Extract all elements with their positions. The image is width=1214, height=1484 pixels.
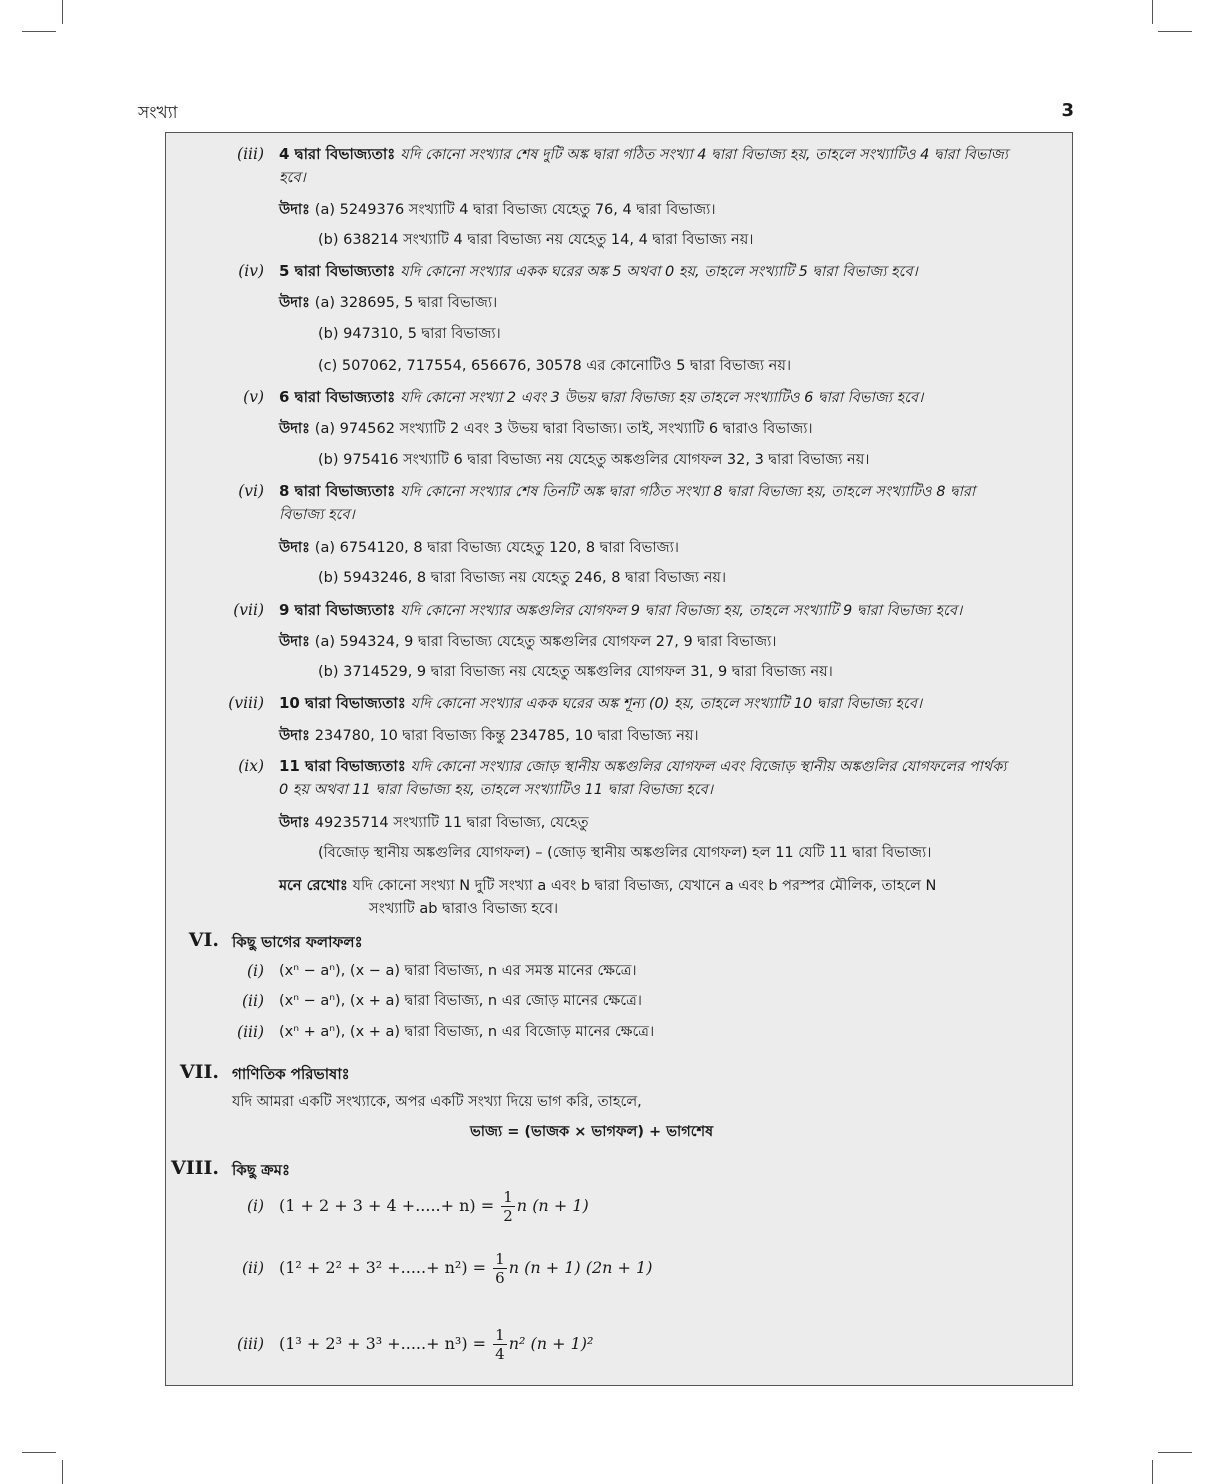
rule-statement-cont: হবে। — [279, 170, 306, 186]
denominator: 4 — [495, 1345, 505, 1363]
rule-line — [279, 755, 1006, 778]
formula-lhs: (1³ + 2³ + 3³ +.....+ n³) = — [279, 1334, 487, 1353]
crop-mark — [22, 1452, 56, 1453]
fraction — [493, 1250, 507, 1287]
rule-heading: 6 দ্বারা বিভাজ্যতাঃ — [279, 388, 396, 406]
note-line — [279, 874, 936, 897]
example-text: (a) 594324, 9 দ্বারা বিভাজ্য যেহেতু অঙ্কগুলির যোগফল 27, 9 দ্বারা বিভাজ্য। — [314, 634, 777, 650]
example-text: 234780, 10 দ্বারা বিভাজ্য কিন্তু 234785, 10 দ্বারা বিভাজ্য নয়। — [314, 728, 699, 744]
fraction — [501, 1188, 515, 1225]
example-text: (b) 5943246, 8 দ্বারা বিভাজ্য নয় যেহেতু 246, 8 দ্বারা বিভাজ্য নয়। — [318, 570, 727, 586]
division-result: (xⁿ + aⁿ), (x + a) দ্বারা বিভাজ্য, n এর বিজোড় মানের ক্ষেত্রে। — [279, 1024, 655, 1040]
example-text: (b) 3714529, 9 দ্বারা বিভাজ্য নয় যেহেতু অঙ্কগুলির যোগফল 31, 9 দ্বারা বিভাজ্য নয়। — [318, 664, 833, 680]
section-number: VI. — [188, 929, 219, 951]
example-line — [279, 291, 497, 314]
item-number: (vi) — [238, 482, 264, 500]
running-header: সংখ্যা — [138, 103, 178, 123]
example-line — [279, 811, 588, 834]
section-number: VIII. — [170, 1157, 219, 1179]
fraction — [493, 1326, 507, 1363]
crop-mark — [1158, 31, 1192, 32]
formula-rhs: n (n + 1) (2n + 1) — [508, 1258, 653, 1277]
section-title: গাণিতিক পরিভাষাঃ — [232, 1065, 350, 1083]
example-line — [279, 724, 699, 747]
rule-statement: যদি কোনো সংখ্যার শেষ দুটি অঙ্ক দ্বারা গঠিত সংখ্যা 4 দ্বারা বিভাজ্য হয়, তাহলে সংখ্যাটিও 4 দ্বারা বিভাজ্য — [400, 147, 1008, 163]
rule-line — [279, 260, 918, 283]
section-title: কিছু ভাগের ফলাফলঃ — [232, 933, 363, 951]
item-number: (i) — [246, 962, 264, 980]
rule-statement: যদি কোনো সংখ্যার অঙ্কগুলির যোগফল 9 দ্বারা বিভাজ্য হয়, তাহলে সংখ্যাটি 9 দ্বারা বিভাজ্য হবে। — [400, 603, 963, 619]
item-number: (ii) — [241, 992, 264, 1010]
rule-statement-cont: 0 হয় অথবা 11 দ্বারা বিভাজ্য হয়, তাহলে সংখ্যাটিও 11 দ্বারা বিভাজ্য হবে। — [279, 782, 713, 798]
note-label: মনে রেখোঃ — [279, 878, 348, 894]
numerator: 1 — [503, 1188, 513, 1206]
example-text: 49235714 সংখ্যাটি 11 দ্বারা বিভাজ্য, যেহেতু — [314, 815, 589, 831]
formula-lhs: (1² + 2² + 3² +.....+ n²) = — [279, 1258, 487, 1277]
rule-statement-cont: বিভাজ্য হবে। — [279, 507, 355, 523]
crop-mark — [1152, 1460, 1153, 1484]
rule-statement: যদি কোনো সংখ্যার একক ঘরের অঙ্ক শূন্য (0) হয়, তাহলে সংখ্যাটি 10 দ্বারা বিভাজ্য হবে। — [410, 696, 923, 712]
crop-mark — [1152, 0, 1153, 24]
item-number: (iii) — [237, 1023, 264, 1041]
section-number: VII. — [179, 1061, 219, 1083]
item-number: (iii) — [237, 145, 264, 163]
example-label: উদাঃ — [279, 421, 310, 437]
example-line — [279, 417, 813, 440]
item-number: (iv) — [238, 262, 264, 280]
rule-line — [279, 143, 1008, 166]
rule-heading: 5 দ্বারা বিভাজ্যতাঃ — [279, 262, 396, 280]
note-text: যদি কোনো সংখ্যা N দুটি সংখ্যা a এবং b দ্বারা বিভাজ্য, যেখানে a এবং b পরস্পর মৌলিক, তাহলে N — [352, 878, 937, 894]
denominator: 6 — [495, 1269, 505, 1287]
rule-heading: 11 দ্বারা বিভাজ্যতাঃ — [279, 757, 406, 775]
formula-rhs: n² (n + 1)² — [508, 1334, 594, 1353]
rule-heading: 10 দ্বারা বিভাজ্যতাঃ — [279, 694, 406, 712]
example-label: উদাঃ — [279, 202, 310, 218]
formula-lhs: (1 + 2 + 3 + 4 +.....+ n) = — [279, 1196, 495, 1215]
item-number: (ii) — [241, 1259, 264, 1277]
rule-heading: 4 দ্বারা বিভাজ্যতাঃ — [279, 145, 396, 163]
division-result: (xⁿ − aⁿ), (x + a) দ্বারা বিভাজ্য, n এর জোড় মানের ক্ষেত্রে। — [279, 993, 642, 1009]
numerator: 1 — [495, 1250, 505, 1268]
rule-heading: 8 দ্বারা বিভাজ্যতাঃ — [279, 482, 396, 500]
numerator: 1 — [495, 1326, 505, 1344]
item-number: (viii) — [228, 694, 264, 712]
rule-statement: যদি কোনো সংখ্যার জোড় স্থানীয় অঙ্কগুলির যোগফল এবং বিজোড় স্থানীয় অঙ্কগুলির যোগফলের পার্থক্য — [410, 759, 1007, 775]
rule-heading: 9 দ্বারা বিভাজ্যতাঃ — [279, 601, 396, 619]
series-formula — [279, 1323, 593, 1365]
crop-mark — [22, 31, 56, 32]
crop-mark — [62, 0, 63, 24]
section-text: যদি আমরা একটি সংখ্যাকে, অপর একটি সংখ্যা দিয়ে ভাগ করি, তাহলে, — [232, 1094, 642, 1110]
example-label: উদাঃ — [279, 815, 310, 831]
content-box — [165, 132, 1073, 1386]
example-text: (b) 947310, 5 দ্বারা বিভাজ্য। — [318, 326, 501, 342]
formula-rhs: n (n + 1) — [516, 1196, 589, 1215]
crop-mark — [1158, 1452, 1192, 1453]
item-number: (iii) — [237, 1335, 264, 1353]
example-label: উদাঃ — [279, 295, 310, 311]
division-result: (xⁿ − aⁿ), (x − a) দ্বারা বিভাজ্য, n এর সমস্ত মানের ক্ষেত্রে। — [279, 963, 637, 979]
example-line — [279, 198, 716, 221]
example-text: (b) 975416 সংখ্যাটি 6 দ্বারা বিভাজ্য নয় যেহেতু অঙ্কগুলির যোগফল 32, 3 দ্বারা বিভাজ্য নয়। — [318, 452, 870, 468]
example-label: উদাঃ — [279, 540, 310, 556]
example-text: (a) 328695, 5 দ্বারা বিভাজ্য। — [314, 295, 498, 311]
series-formula — [279, 1185, 589, 1227]
denominator: 2 — [503, 1207, 513, 1225]
item-number: (v) — [243, 388, 264, 406]
rule-line — [279, 480, 975, 503]
division-formula: ভাজ্য = (ভাজক × ভাগফল) + ভাগশেষ — [470, 1124, 714, 1140]
example-text: (c) 507062, 717554, 656676, 30578 এর কোনোটিও 5 দ্বারা বিভাজ্য নয়। — [318, 358, 792, 374]
example-label: উদাঃ — [279, 634, 310, 650]
rule-statement: যদি কোনো সংখ্যার শেষ তিনটি অঙ্ক দ্বারা গঠিত সংখ্যা 8 দ্বারা বিভাজ্য হয়, তাহলে সংখ্যাটিও 8 দ্বারা — [400, 484, 976, 500]
example-text: (a) 5249376 সংখ্যাটি 4 দ্বারা বিভাজ্য যেহেতু 76, 4 দ্বারা বিভাজ্য। — [314, 202, 716, 218]
example-text: (a) 6754120, 8 দ্বারা বিভাজ্য যেহেতু 120, 8 দ্বারা বিভাজ্য। — [314, 540, 679, 556]
example-line — [279, 536, 679, 559]
rule-line — [279, 692, 922, 715]
rule-statement: যদি কোনো সংখ্যা 2 এবং 3 উভয় দ্বারা বিভাজ্য হয় তাহলে সংখ্যাটিও 6 দ্বারা বিভাজ্য হবে। — [400, 390, 924, 406]
rule-line — [279, 599, 962, 622]
crop-mark — [62, 1460, 63, 1484]
example-text: (বিজোড় স্থানীয় অঙ্কগুলির যোগফল) – (জোড় স্থানীয় অঙ্কগুলির যোগফল) হল 11 যেটি 11 দ্বারা বিভাজ্য। — [318, 845, 932, 861]
item-number: (ix) — [238, 757, 264, 775]
item-number: (i) — [246, 1197, 264, 1215]
rule-line — [279, 386, 923, 409]
page-number: 3 — [1061, 100, 1074, 121]
example-label: উদাঃ — [279, 728, 310, 744]
item-number: (vii) — [233, 601, 264, 619]
example-line — [279, 630, 777, 653]
section-title: কিছু ক্রমঃ — [232, 1161, 290, 1179]
example-text: (b) 638214 সংখ্যাটি 4 দ্বারা বিভাজ্য নয় যেহেতু 14, 4 দ্বারা বিভাজ্য নয়। — [318, 232, 754, 248]
example-text: (a) 974562 সংখ্যাটি 2 এবং 3 উভয় দ্বারা বিভাজ্য। তাই, সংখ্যাটি 6 দ্বারাও বিভাজ্য। — [314, 421, 813, 437]
rule-statement: যদি কোনো সংখ্যার একক ঘরের অঙ্ক 5 অথবা 0 হয়, তাহলে সংখ্যাটি 5 দ্বারা বিভাজ্য হবে। — [400, 264, 918, 280]
note-text-cont: সংখ্যাটি ab দ্বারাও বিভাজ্য হবে। — [369, 901, 559, 917]
series-formula — [279, 1247, 652, 1289]
